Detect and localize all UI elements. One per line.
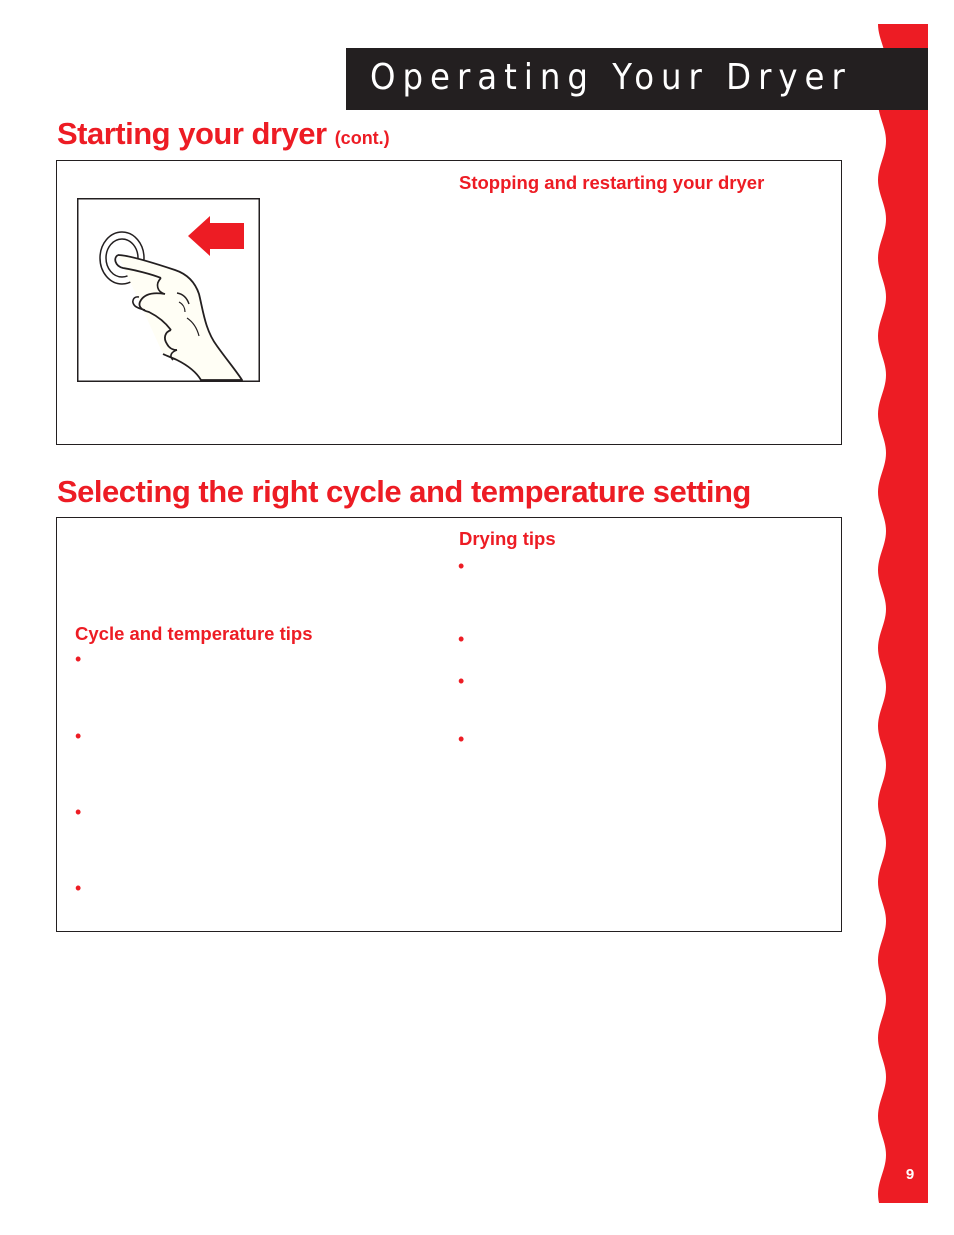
subheading-drying-tips: Drying tips bbox=[459, 528, 556, 549]
selecting-box bbox=[56, 517, 842, 932]
red-wavy-edge bbox=[868, 24, 928, 1203]
bullet: • bbox=[458, 729, 465, 749]
bullet: • bbox=[75, 726, 82, 746]
section-title-selecting: Selecting the right cycle and temperature setting bbox=[57, 474, 751, 509]
header-bar bbox=[346, 48, 928, 110]
bullet: • bbox=[75, 878, 82, 898]
subheading-cycle-tips: Cycle and temperature tips bbox=[75, 623, 313, 644]
start-button-press-illustration bbox=[77, 198, 260, 382]
subheading-stopping: Stopping and restarting your dryer bbox=[459, 172, 765, 193]
section-title-cont: (cont.) bbox=[334, 128, 390, 148]
page-number: 9 bbox=[905, 1166, 915, 1183]
bullet: • bbox=[75, 802, 82, 822]
bullet: • bbox=[75, 649, 82, 669]
page-title: Operating Your Dryer bbox=[370, 57, 852, 98]
bullet: • bbox=[458, 671, 465, 691]
section-title-starting-text: Starting your dryer bbox=[57, 116, 327, 151]
bullet: • bbox=[458, 556, 465, 576]
section-title-starting bbox=[57, 116, 390, 152]
bullet: • bbox=[458, 629, 465, 649]
